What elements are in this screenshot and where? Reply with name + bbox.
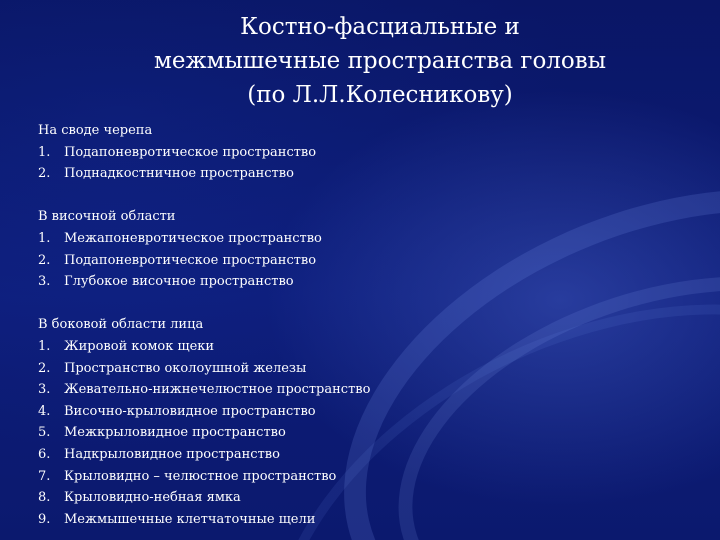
list-number: 1. <box>38 230 51 246</box>
slide-title <box>80 10 680 112</box>
list-item <box>38 358 678 380</box>
title-line-2: межмышечные пространства головы <box>153 48 607 74</box>
list-item <box>38 487 678 509</box>
list-text: Надкрыловидное пространство <box>64 446 280 462</box>
list-item <box>38 271 678 293</box>
list-number: 5. <box>38 425 51 441</box>
list-number: 2. <box>38 360 51 376</box>
list-number: 2. <box>38 252 51 268</box>
list-number: 1. <box>38 144 51 160</box>
list-item <box>38 509 678 531</box>
list-text: Межкрыловидное пространство <box>64 425 286 441</box>
list-text: Межапоневротическое пространство <box>64 230 322 246</box>
list-item <box>38 250 678 272</box>
list-text: Глубокое височное пространство <box>64 274 294 290</box>
title-line-1: Костно-фасциальные и <box>240 14 520 40</box>
list-item <box>38 466 678 488</box>
section-heading: На своде черепа <box>38 123 153 138</box>
list-number: 3. <box>38 382 51 398</box>
list-number: 1. <box>38 338 51 354</box>
list-text: Жировой комок щеки <box>64 338 215 354</box>
list-number: 3. <box>38 274 51 290</box>
section-heading: В боковой области лица <box>38 317 204 333</box>
list-item <box>38 422 678 444</box>
list-text: Поднадкостничное пространство <box>64 166 294 182</box>
list-item <box>38 401 678 423</box>
section-heading: В височной области <box>38 209 176 225</box>
list-number: 2. <box>38 166 51 182</box>
section-skull-vault <box>38 120 678 185</box>
title-line-3: (по Л.Л.Колесникову) <box>247 82 513 108</box>
list-text: Крыловидно – челюстное пространство <box>64 468 337 484</box>
slide-content <box>38 120 678 530</box>
list-text: Подапоневротическое пространство <box>64 144 317 160</box>
list-text: Подапоневротическое пространство <box>64 252 317 268</box>
list-text: Жевательно-нижнечелюстное пространство <box>64 382 371 398</box>
list-number: 4. <box>38 403 51 419</box>
list-item <box>38 228 678 250</box>
section-temporal-region <box>38 206 678 292</box>
list-number: 9. <box>38 511 51 527</box>
list-number: 6. <box>38 446 51 462</box>
section-lateral-face <box>38 314 678 530</box>
list-text: Межмышечные клетчаточные щели <box>64 511 316 527</box>
list-item <box>38 336 678 358</box>
list-item <box>38 142 678 164</box>
list-item <box>38 379 678 401</box>
list-text: Височно-крыловидное пространство <box>64 403 316 419</box>
list-item <box>38 444 678 466</box>
list-number: 7. <box>38 468 51 484</box>
list-number: 8. <box>38 490 51 506</box>
list-item <box>38 163 678 185</box>
list-text: Крыловидно-небная ямка <box>64 490 241 506</box>
list-text: Пространство околоушной железы <box>64 360 307 376</box>
